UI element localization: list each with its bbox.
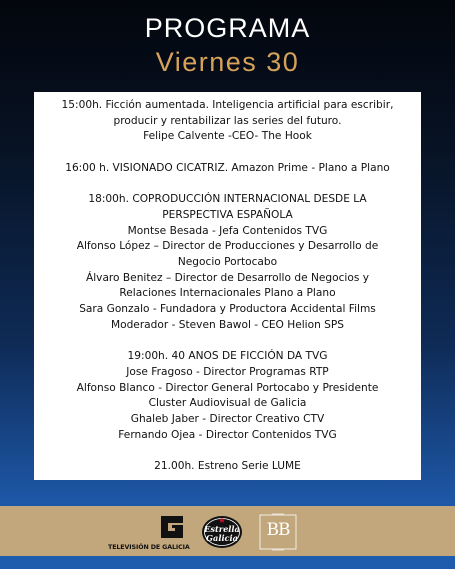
program-line: 16:00 h. VISIONADO CICATRIZ. Amazon Prime - Plano a Plano [65,161,390,174]
program-block-5 [40,459,415,475]
bb-monogram: BB [266,520,290,540]
bb-logo [258,512,298,552]
program-line: Felipe Calvente -CEO- The Hook [143,130,312,143]
program-line: 15:00h. Ficción aumentada. Inteligencia artificial para escribir, [61,99,394,111]
program-line: producir y rentabilizar las series del futuro. [113,114,342,127]
program-line: Negocio Portocabo [177,256,278,268]
tvg-name: TELEVISIÓN DE GALICIA [108,544,190,551]
program-line: Fernando Ojea - Director Contenidos TVG [118,428,337,441]
program-line: 19:00h. 40 ANOS DE FICCIÓN DA TVG [127,350,328,363]
program-line: Alfonso López – Director de Producciones y Desarrollo de [76,240,379,253]
page-title: PROGRAMA [144,13,311,43]
tvg-g-icon [159,514,185,540]
program-block-3 [40,192,415,333]
program-line: Moderador - Steven Bawol - CEO Helion SPS [110,318,345,331]
program-line: 21.00h. Estreno Serie LUME [154,460,301,473]
tvg-logo [108,514,198,552]
bottom-strip [0,556,455,569]
estrella-text-2: Galicia [206,533,238,543]
estrella-galicia-logo [201,515,243,549]
program-block-4 [40,349,415,443]
program-line: Cluster Audiovisual de Galicia [148,397,307,410]
program-line: Jose Fragoso - Director Programas RTP [126,365,329,378]
program-line: Sara Gonzalo - Fundadora y Productora Accidental Films [79,303,376,316]
program-line: Álvaro Benitez – Director de Desarrollo de Negocios y [85,271,370,284]
program-block-2 [40,161,415,177]
program-line: Alfonso Blanco - Director General Portocabo y Presidente [76,381,379,394]
sponsor-band [0,506,455,556]
estrella-text-1: Estrella [204,524,240,534]
program-line: PERSPECTIVA ESPAÑOLA [162,208,293,221]
program-block-1 [40,98,415,145]
page-subtitle: Viernes 30 [155,47,300,77]
program-line: Ghaleb Jaber - Director Creativo CTV [130,413,325,426]
program-line: 18:00h. COPRODUCCIÓN INTERNACIONAL DESDE LA [88,193,367,206]
program-line: Montse Besada - Jefa Contenidos TVG [127,224,328,237]
program-line: Relaciones Internacionales Plano a Plano [119,287,336,300]
program-card [34,92,421,480]
